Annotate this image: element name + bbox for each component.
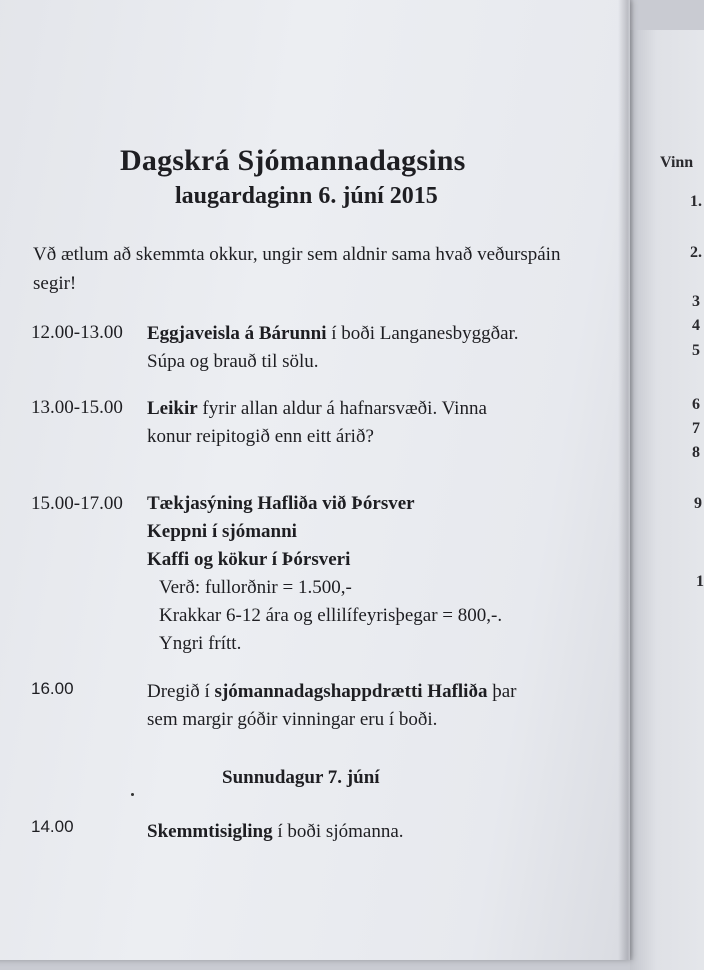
event-description <box>147 320 617 376</box>
event-line-bold: Eggjaveisla á Bárunni <box>147 323 327 344</box>
right-page-number: 9 <box>694 495 702 512</box>
event-line <box>147 818 617 846</box>
event-line-text: Krakkar 6-12 ára og ellilífeyrisþegar = 800,-. <box>159 605 503 626</box>
event-description <box>147 395 617 451</box>
event-time: 16.00 <box>31 679 74 698</box>
right-page-number: 1. <box>690 193 702 210</box>
event-line-text: Yngri frítt. <box>159 633 242 654</box>
right-page-number: 6 <box>692 396 700 413</box>
right-page-number: 1 <box>696 573 704 590</box>
event-line-bold: Leikir <box>147 398 198 419</box>
event-description <box>147 678 617 734</box>
event-line <box>147 574 617 602</box>
event-line-text: í boði Langanesbyggðar. <box>326 323 519 344</box>
event-line <box>147 546 617 574</box>
ink-dot <box>131 793 134 796</box>
event-line-text: Súpa og brauð til sölu. <box>147 351 319 372</box>
right-page-number: 8 <box>692 444 700 461</box>
right-page-number: 7 <box>692 420 700 437</box>
event-line-text: fyrir allan aldur á hafnarsvæði. Vinna <box>197 398 487 419</box>
intro-text: Vð ætlum að skemmta okkur, ungir sem aldnir sama hvað veðurspáin segir! <box>33 244 561 294</box>
event-line <box>147 518 617 546</box>
event-line <box>147 678 617 706</box>
event-line <box>147 602 617 630</box>
event-line-bold: Keppni í sjómanni <box>147 521 297 542</box>
event-description <box>147 490 617 658</box>
event-line <box>147 630 617 658</box>
event-line <box>147 490 617 518</box>
event-time: 15.00-17.00 <box>31 493 123 514</box>
event-time: 12.00-13.00 <box>31 322 123 343</box>
sunday-heading: Sunnudagur 7. júní <box>222 767 380 788</box>
right-page-number: 5 <box>692 342 700 359</box>
event-line <box>147 706 617 734</box>
event-line-bold: Tækjasýning Hafliða við Þórsver <box>147 493 415 514</box>
page-title: Dagskrá Sjómannadagsins <box>120 144 466 177</box>
right-page-number: 3 <box>692 293 700 310</box>
page-subtitle: laugardaginn 6. júní 2015 <box>175 183 438 209</box>
right-page-number: 2. <box>690 244 702 261</box>
event-line <box>147 395 617 423</box>
event-line <box>147 348 617 376</box>
event-line-text: Verð: fullorðnir = 1.500,- <box>159 577 352 598</box>
event-description <box>147 818 617 846</box>
event-time: 13.00-15.00 <box>31 397 123 418</box>
event-line-bold: Kaffi og kökur í Þórsveri <box>147 549 351 570</box>
event-line-text: sem margir góðir vinningar eru í boði. <box>147 709 438 730</box>
event-line-text: þar <box>487 681 517 702</box>
event-time: 14.00 <box>31 817 74 836</box>
page-gutter <box>618 0 634 960</box>
event-line-text: í boði sjómanna. <box>272 821 404 842</box>
event-line-pre: Dregið í <box>147 681 215 702</box>
event-line-bold: sjómannadagshappdrætti Hafliða <box>214 681 488 702</box>
event-line <box>147 320 617 348</box>
right-page-number: 4 <box>692 317 700 334</box>
right-page-heading: Vinn <box>660 154 694 171</box>
event-line <box>147 423 617 451</box>
event-line-bold: Skemmtisigling <box>147 821 273 842</box>
event-line-text: konur reipitogið enn eitt árið? <box>147 426 374 447</box>
